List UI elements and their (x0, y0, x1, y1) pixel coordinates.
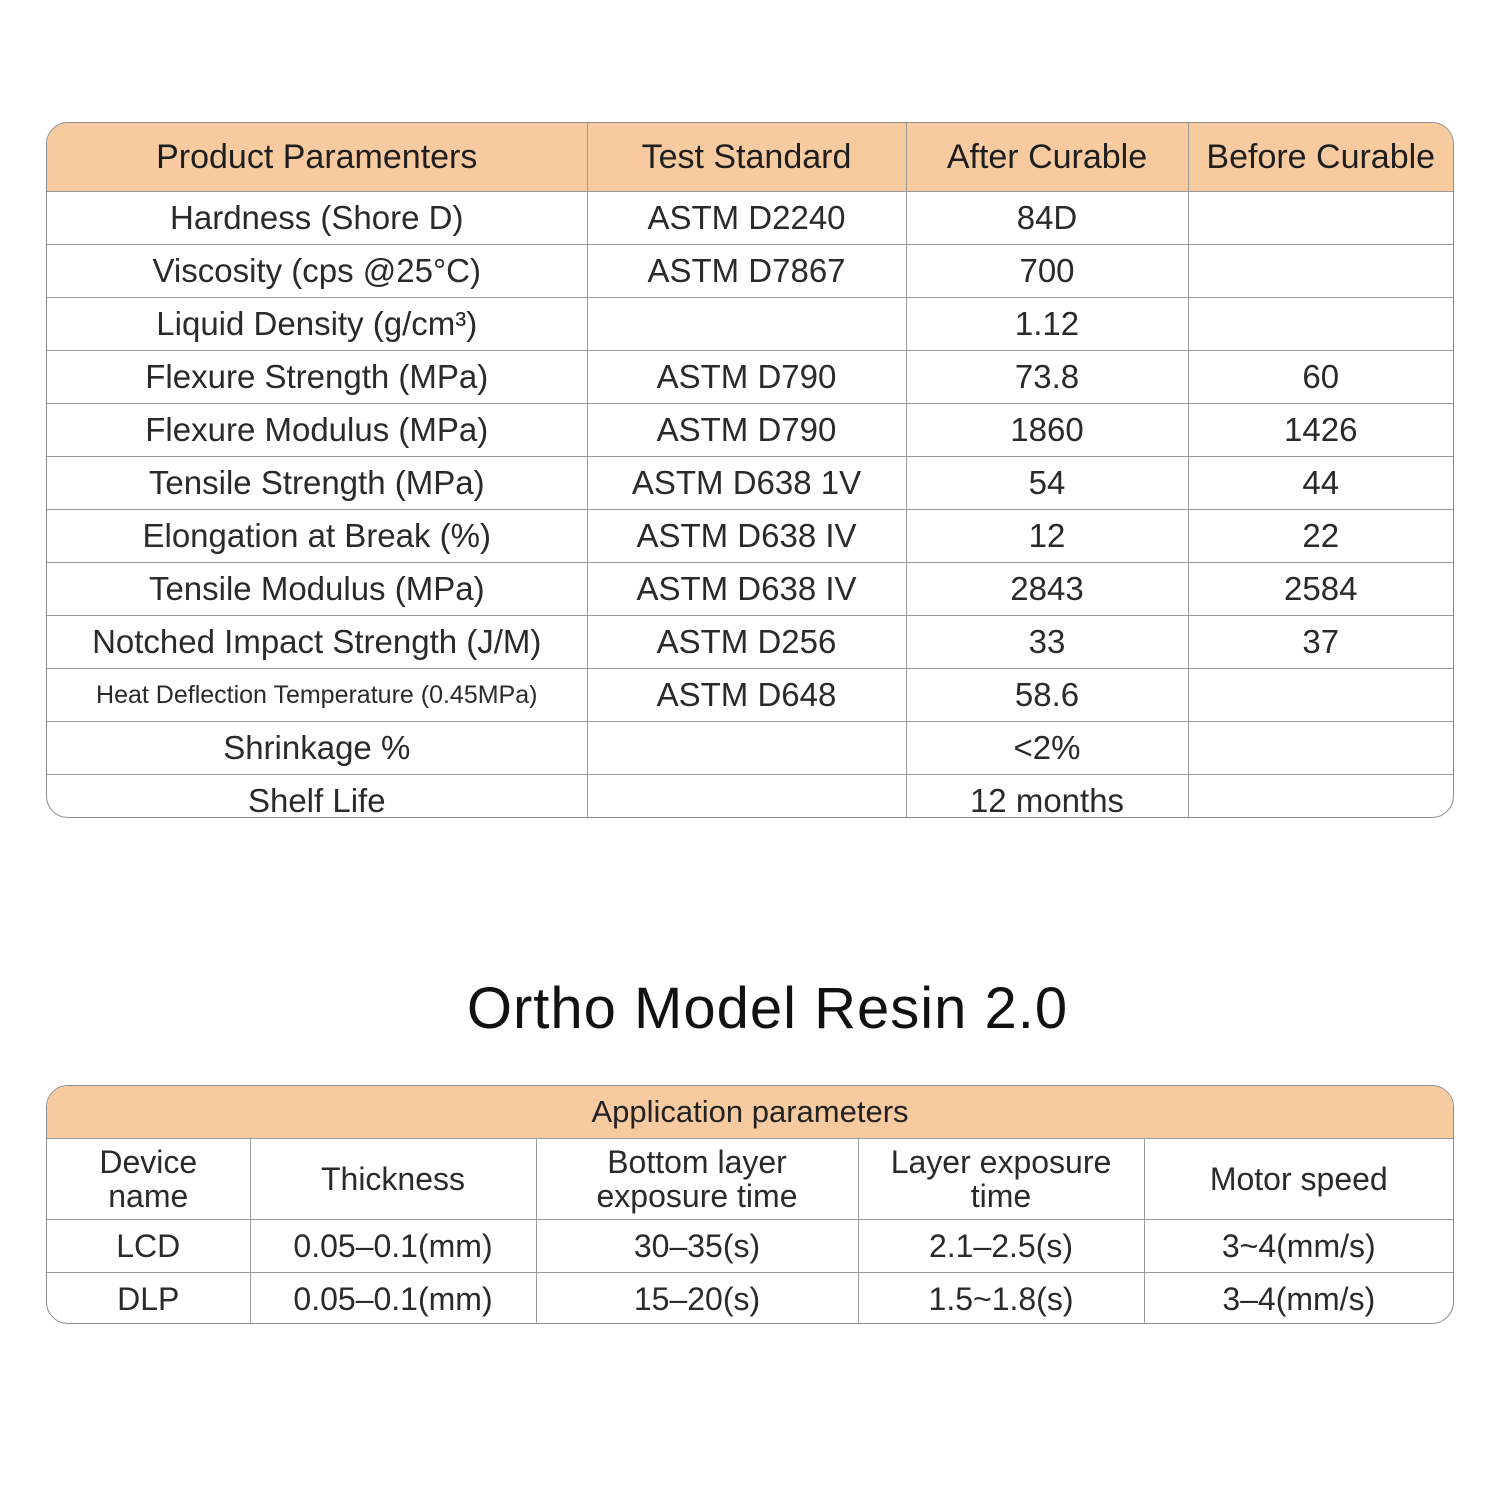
after-curable-value: 73.8 (906, 351, 1188, 404)
before-curable-value: 60 (1188, 351, 1453, 404)
param-name: Tensile Strength (MPa) (47, 457, 587, 510)
before-curable-value (1188, 245, 1453, 298)
param-name: Flexure Modulus (MPa) (47, 404, 587, 457)
after-curable-value: 1860 (906, 404, 1188, 457)
param-name: Elongation at Break (%) (47, 510, 587, 563)
header-layer-exposure: Layer exposure time (858, 1139, 1144, 1220)
table-row (47, 616, 1453, 669)
header-test-standard: Test Standard (587, 123, 906, 192)
table-row (47, 298, 1453, 351)
param-name: Flexure Strength (MPa) (47, 351, 587, 404)
test-standard: ASTM D2240 (587, 192, 906, 245)
param-name: Viscosity (cps @25°C) (47, 245, 587, 298)
header-bottom-layer-exposure: Bottom layer exposure time (536, 1139, 858, 1220)
table-header-row (47, 123, 1453, 192)
header-motor-speed: Motor speed (1144, 1139, 1453, 1220)
table-row (47, 404, 1453, 457)
test-standard: ASTM D638 1V (587, 457, 906, 510)
before-curable-value: 44 (1188, 457, 1453, 510)
header-device-name: Device name (47, 1139, 250, 1220)
device-name: DLP (47, 1273, 250, 1325)
test-standard: ASTM D7867 (587, 245, 906, 298)
test-standard (587, 722, 906, 775)
layer-exposure: 1.5~1.8(s) (858, 1273, 1144, 1325)
header-thickness: Thickness (250, 1139, 536, 1220)
table-row (47, 457, 1453, 510)
after-curable-value: 58.6 (906, 669, 1188, 722)
application-parameters-table (46, 1085, 1454, 1324)
test-standard (587, 775, 906, 819)
before-curable-value: 2584 (1188, 563, 1453, 616)
table-row (47, 563, 1453, 616)
after-curable-value: <2% (906, 722, 1188, 775)
after-curable-value: 700 (906, 245, 1188, 298)
product-parameters-table (46, 122, 1454, 818)
table-row (47, 722, 1453, 775)
application-parameters-title: Application parameters (47, 1086, 1453, 1139)
before-curable-value (1188, 298, 1453, 351)
device-name: LCD (47, 1220, 250, 1273)
param-name: Liquid Density (g/cm³) (47, 298, 587, 351)
before-curable-value: 22 (1188, 510, 1453, 563)
param-name: Heat Deflection Temperature (0.45MPa) (47, 669, 587, 722)
after-curable-value: 1.12 (906, 298, 1188, 351)
table-header-row (47, 1139, 1453, 1220)
test-standard: ASTM D638 IV (587, 510, 906, 563)
motor-speed: 3~4(mm/s) (1144, 1220, 1453, 1273)
bottom-layer-exposure: 15–20(s) (536, 1273, 858, 1325)
thickness: 0.05–0.1(mm) (250, 1273, 536, 1325)
table-row (47, 510, 1453, 563)
table-row (47, 351, 1453, 404)
header-after-curable: After Curable (906, 123, 1188, 192)
product-title: Ortho Model Resin 2.0 (466, 976, 1069, 1041)
after-curable-value: 12 months (906, 775, 1188, 819)
before-curable-value: 1426 (1188, 404, 1453, 457)
header-before-curable: Before Curable (1188, 123, 1453, 192)
test-standard: ASTM D638 IV (587, 563, 906, 616)
after-curable-value: 54 (906, 457, 1188, 510)
header-product-parameters: Product Paramenters (47, 123, 587, 192)
before-curable-value (1188, 722, 1453, 775)
param-name: Tensile Modulus (MPa) (47, 563, 587, 616)
test-standard: ASTM D648 (587, 669, 906, 722)
test-standard: ASTM D790 (587, 351, 906, 404)
param-name: Hardness (Shore D) (47, 192, 587, 245)
test-standard: ASTM D256 (587, 616, 906, 669)
before-curable-value (1188, 192, 1453, 245)
thickness: 0.05–0.1(mm) (250, 1220, 536, 1273)
before-curable-value (1188, 669, 1453, 722)
test-standard: ASTM D790 (587, 404, 906, 457)
after-curable-value: 33 (906, 616, 1188, 669)
table-row (47, 669, 1453, 722)
after-curable-value: 84D (906, 192, 1188, 245)
after-curable-value: 12 (906, 510, 1188, 563)
bottom-layer-exposure: 30–35(s) (536, 1220, 858, 1273)
param-name: Notched Impact Strength (J/M) (47, 616, 587, 669)
param-name: Shrinkage % (47, 722, 587, 775)
after-curable-value: 2843 (906, 563, 1188, 616)
motor-speed: 3–4(mm/s) (1144, 1273, 1453, 1325)
layer-exposure: 2.1–2.5(s) (858, 1220, 1144, 1273)
param-name: Shelf Life (47, 775, 587, 819)
before-curable-value: 37 (1188, 616, 1453, 669)
table-row (47, 192, 1453, 245)
test-standard (587, 298, 906, 351)
table-row (47, 1273, 1453, 1325)
table-title-row (47, 1086, 1453, 1139)
table-row (47, 775, 1453, 819)
table-row (47, 245, 1453, 298)
table-row (47, 1220, 1453, 1273)
before-curable-value (1188, 775, 1453, 819)
